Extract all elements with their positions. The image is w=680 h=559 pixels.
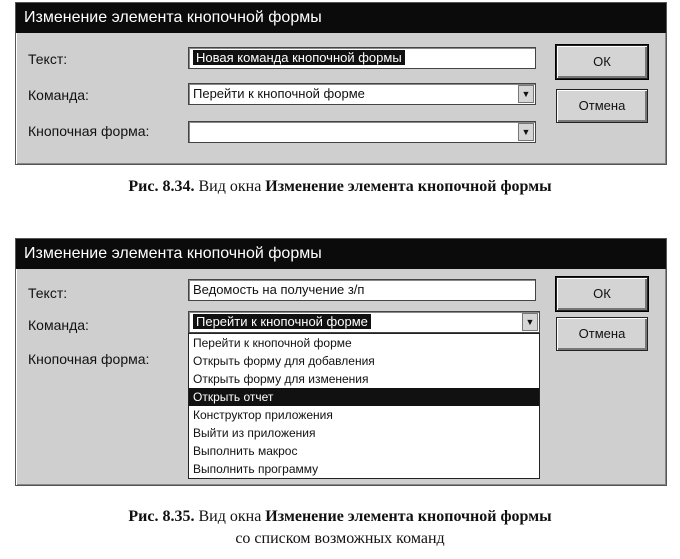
dialog-title: Изменение элемента кнопочной формы — [16, 239, 666, 269]
edit-switchboard-item-dialog — [15, 2, 667, 165]
list-item[interactable]: Выполнить программу — [193, 462, 319, 476]
dialog-title: Изменение элемента кнопочной формы — [16, 3, 666, 33]
cancel-button[interactable]: Отмена — [556, 89, 648, 123]
chevron-down-icon[interactable]: ▼ — [518, 85, 534, 103]
list-item[interactable]: Перейти к кнопочной форме — [193, 336, 352, 350]
caption-window-name: Изменение элемента кнопочной формы — [265, 178, 552, 195]
caption-text: Вид окна — [194, 508, 266, 525]
figure-caption-2-line2: со списком возможных команд — [235, 530, 445, 547]
caption-number: Рис. 8.35. — [128, 508, 195, 525]
switchboard-label: Кнопочная форма: — [28, 351, 150, 367]
ok-button[interactable]: ОК — [556, 277, 648, 311]
text-input-value: Новая команда кнопочной формы — [193, 50, 405, 65]
command-label: Команда: — [28, 87, 89, 103]
list-item[interactable]: Открыть форму для добавления — [193, 354, 375, 368]
figure-caption-1 — [0, 178, 680, 196]
command-label: Команда: — [28, 317, 89, 333]
text-input[interactable] — [188, 47, 536, 69]
chevron-down-icon[interactable]: ▼ — [522, 313, 538, 331]
list-item-selected[interactable]: Открыть отчет — [189, 388, 539, 406]
switchboard-label: Кнопочная форма: — [28, 123, 150, 139]
list-item[interactable]: Выполнить макрос — [193, 444, 298, 458]
cancel-button[interactable]: Отмена — [556, 317, 648, 351]
chevron-down-icon[interactable]: ▼ — [518, 123, 534, 141]
caption-window-name: Изменение элемента кнопочной формы — [265, 508, 552, 525]
command-select[interactable] — [188, 311, 540, 333]
text-label: Текст: — [28, 285, 68, 301]
ok-button[interactable]: ОК — [556, 45, 648, 79]
caption-text: Вид окна — [194, 178, 266, 195]
command-dropdown-list — [188, 333, 540, 479]
text-label: Текст: — [28, 51, 68, 67]
command-select-value: Перейти к кнопочной форме — [193, 86, 365, 101]
edit-switchboard-item-dialog-expanded — [15, 238, 667, 486]
text-input[interactable] — [188, 279, 536, 301]
command-select[interactable] — [188, 83, 536, 105]
list-item[interactable]: Конструктор приложения — [193, 408, 333, 422]
list-item[interactable]: Выйти из приложения — [193, 426, 316, 440]
switchboard-select[interactable] — [188, 121, 536, 143]
figure-caption-2 — [0, 508, 680, 526]
command-select-value: Перейти к кнопочной форме — [193, 314, 371, 329]
text-input-value: Ведомость на получение з/п — [193, 282, 365, 297]
list-item[interactable]: Открыть форму для изменения — [193, 372, 369, 386]
caption-number: Рис. 8.34. — [128, 178, 195, 195]
